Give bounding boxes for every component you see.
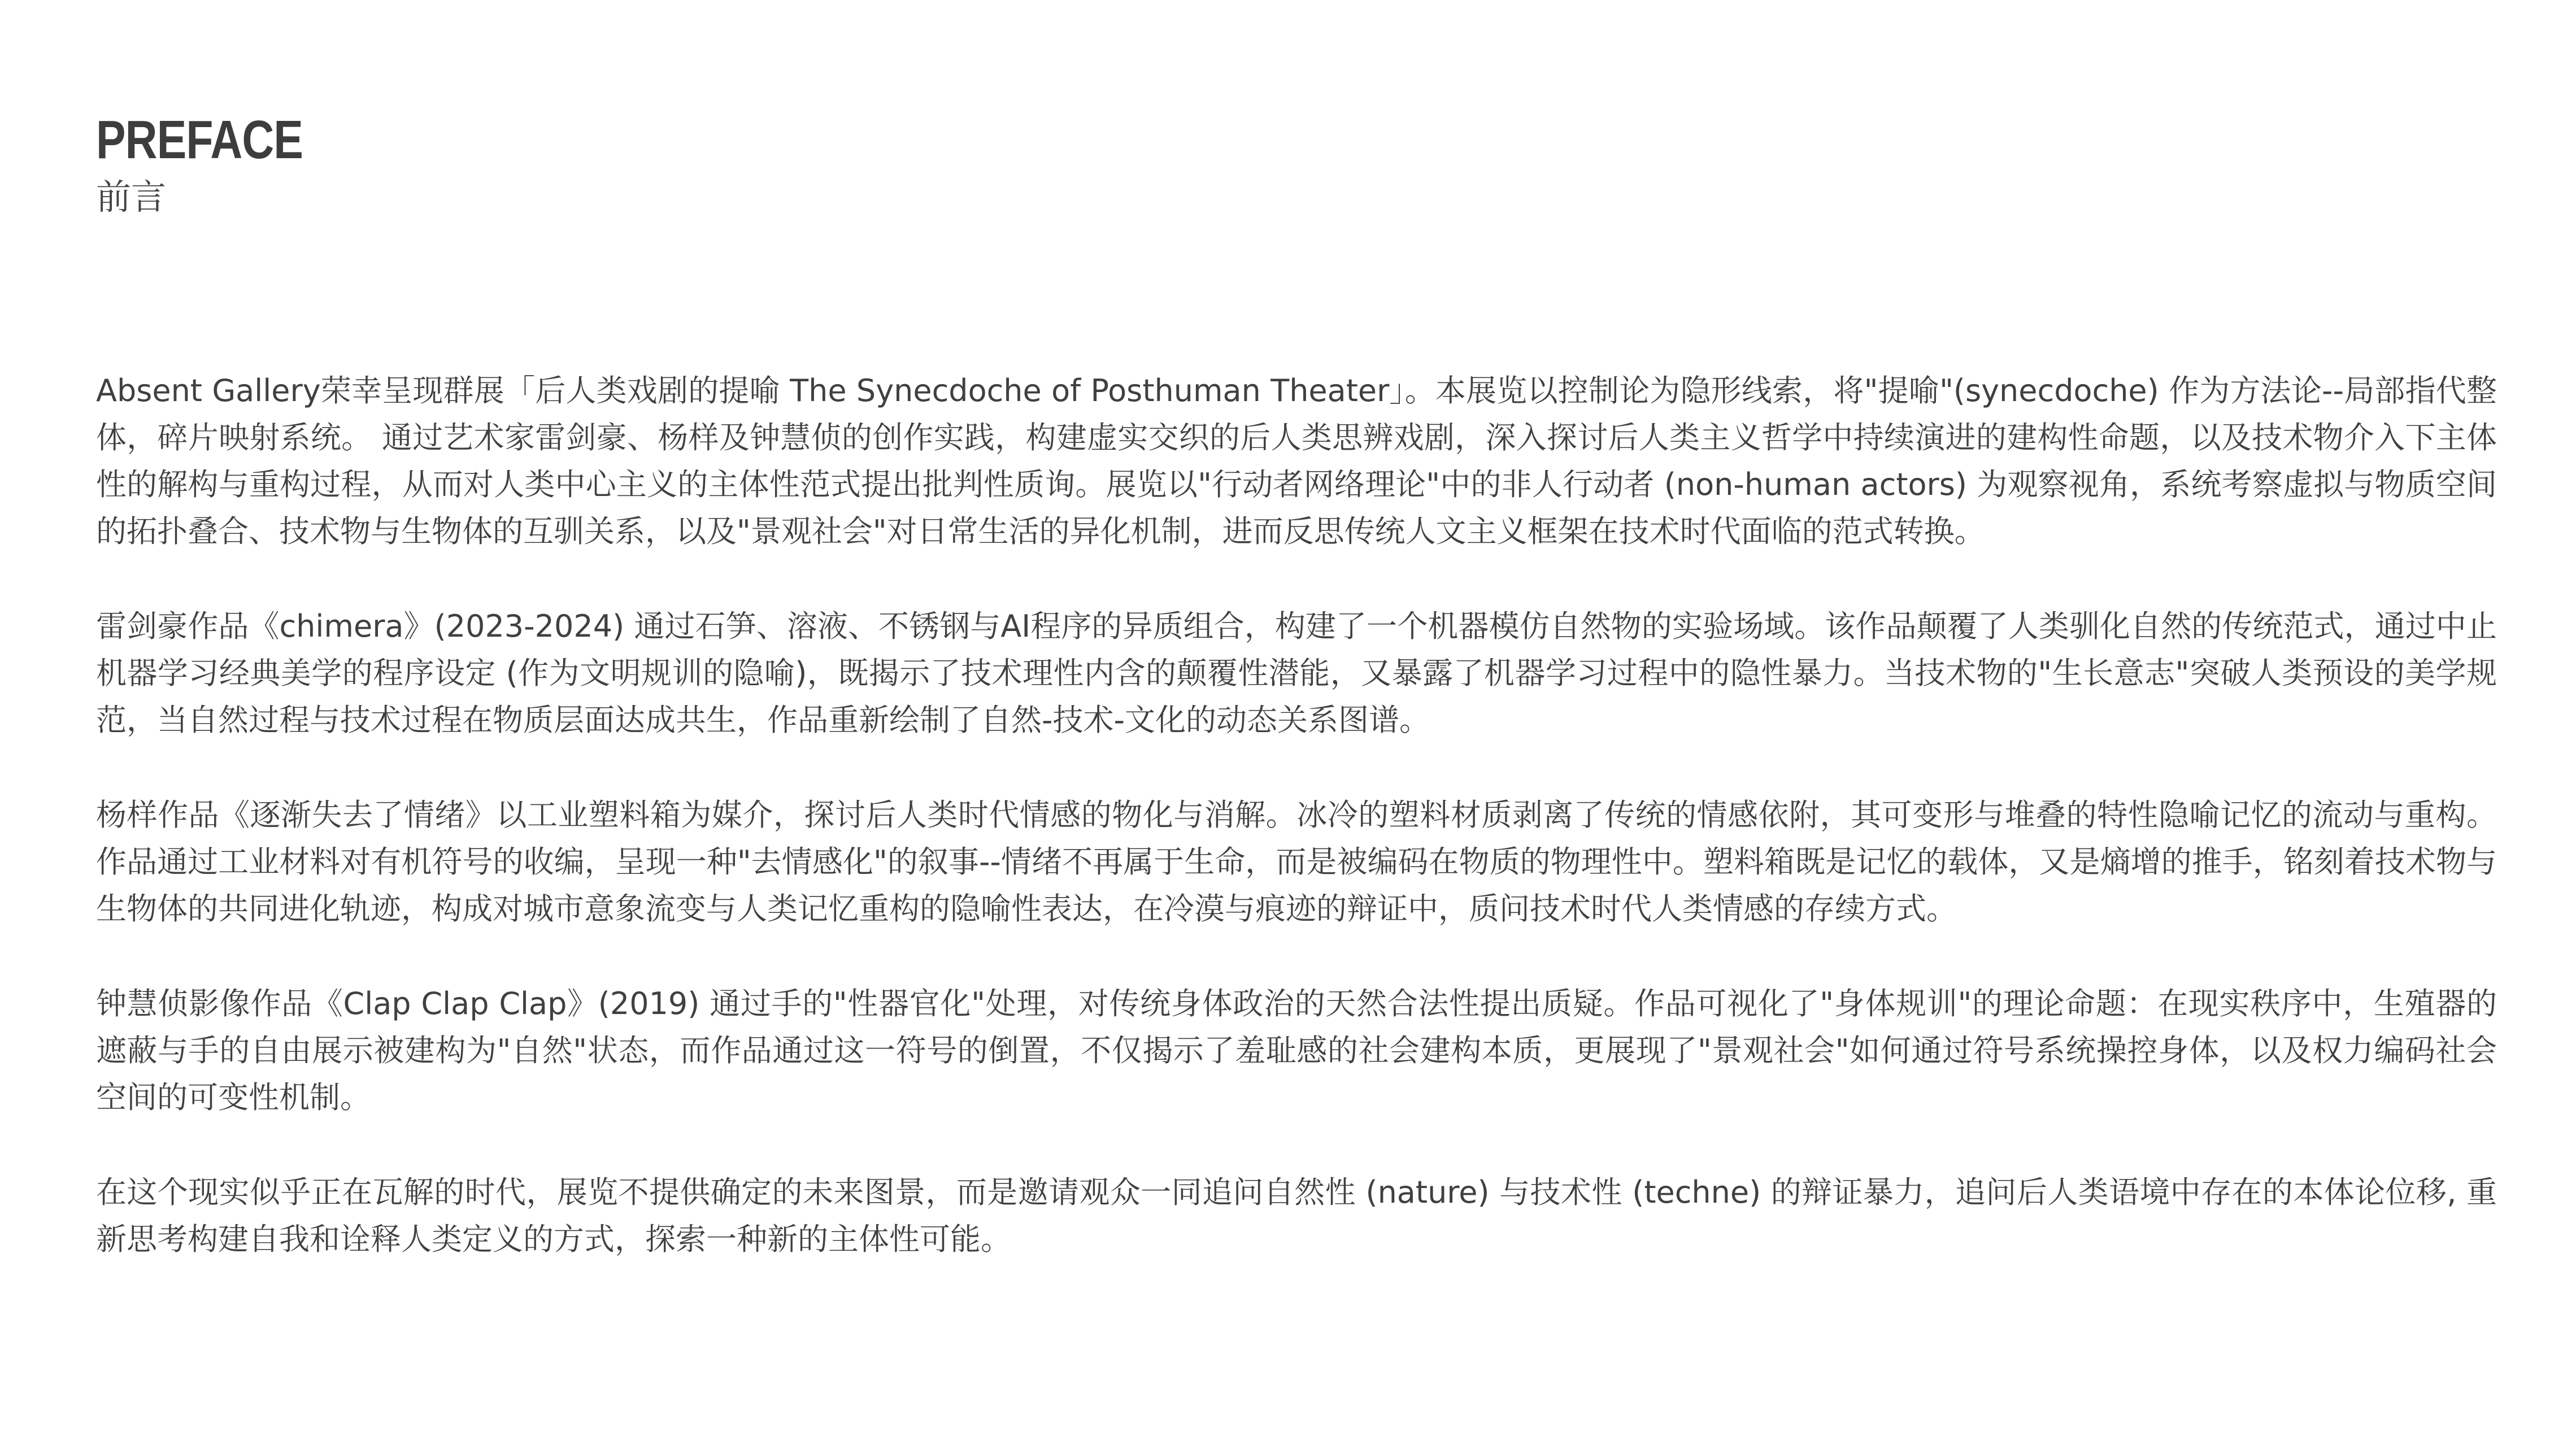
paragraph-conclusion: 在这个现实似乎正在瓦解的时代，展览不提供确定的未来图景，而是邀请观众一同追问自然性 (nature) 与技术性 (techne) 的辩证暴力，追问后人类语境中存在的本体论位移, 重新思考构建自我和诠释人类定义的方式，探索一种新的主体性可能。 xyxy=(96,1174,2497,1257)
preface-body xyxy=(96,367,2497,1263)
paragraph-intro: Absent Gallery荣幸呈现群展「后人类戏剧的提喻 The Synecdoche of Posthuman Theater」。本展览以控制论为隐形线索，将"提喻"(synecdoche) 作为方法论--局部指代整体，碎片映射系统。 通过艺术家雷剑豪、杨样及钟慧侦的创作实践，构建虚实交织的后人类思辨戏剧，深入探讨后人类主义哲学中持续演进的建构性命题，以及技术物介入下主体性的解构与重构过程，从而对人类中心主义的主体性范式提出批判性质询。展览以"行动者网络理论"中的非人行动者 (non-human actors) 为观察视角，系统考察虚拟与物质空间的拓扑叠合、技术物与生物体的互驯关系，以及"景观社会"对日常生活的异化机制，进而反思传统人文主义框架在技术时代面临的范式转换。 xyxy=(96,373,2497,549)
paragraph-zhong-huizhen: 钟慧侦影像作品《Clap Clap Clap》(2019) 通过手的"性器官化"处理，对传统身体政治的天然合法性提出质疑。作品可视化了"身体规训"的理论命题：在现实秩序中，生殖器的遮蔽与手的自由展示被建构为"自然"状态，而作品通过这一符号的倒置，不仅揭示了羞耻感的社会建构本质，更展现了"景观社会"如何通过符号系统操控身体，以及权力编码社会空间的可变性机制。 xyxy=(96,986,2497,1115)
preface-page xyxy=(96,110,2497,1311)
page-subtitle: 前言 xyxy=(96,176,167,217)
paragraph-yang-yang: 杨样作品《逐渐失去了情绪》以工业塑料箱为媒介，探讨后人类时代情感的物化与消解。冰冷的塑料材质剥离了传统的情感依附，其可变形与堆叠的特性隐喻记忆的流动与重构。作品通过工业材料对有机符号的收编，呈现一种"去情感化"的叙事--情绪不再属于生命，而是被编码在物质的物理性中。塑料箱既是记忆的载体，又是熵增的推手，铭刻着技术物与生物体的共同进化轨迹，构成对城市意象流变与人类记忆重构的隐喻性表达，在冷漠与痕迹的辩证中，质问技术时代人类情感的存续方式。 xyxy=(96,797,2497,926)
page-title: PREFACE xyxy=(96,110,303,170)
paragraph-lei-jianhao: 雷剑豪作品《chimera》(2023-2024) 通过石笋、溶液、不锈钢与AI程序的异质组合，构建了一个机器模仿自然物的实验场域。该作品颠覆了人类驯化自然的传统范式，通过中止机器学习经典美学的程序设定 (作为文明规训的隐喻)，既揭示了技术理性内含的颠覆性潜能，又暴露了机器学习过程中的隐性暴力。当技术物的"生长意志"突破人类预设的美学规范，当自然过程与技术过程在物质层面达成共生，作品重新绘制了自然-技术-文化的动态关系图谱。 xyxy=(96,608,2497,738)
